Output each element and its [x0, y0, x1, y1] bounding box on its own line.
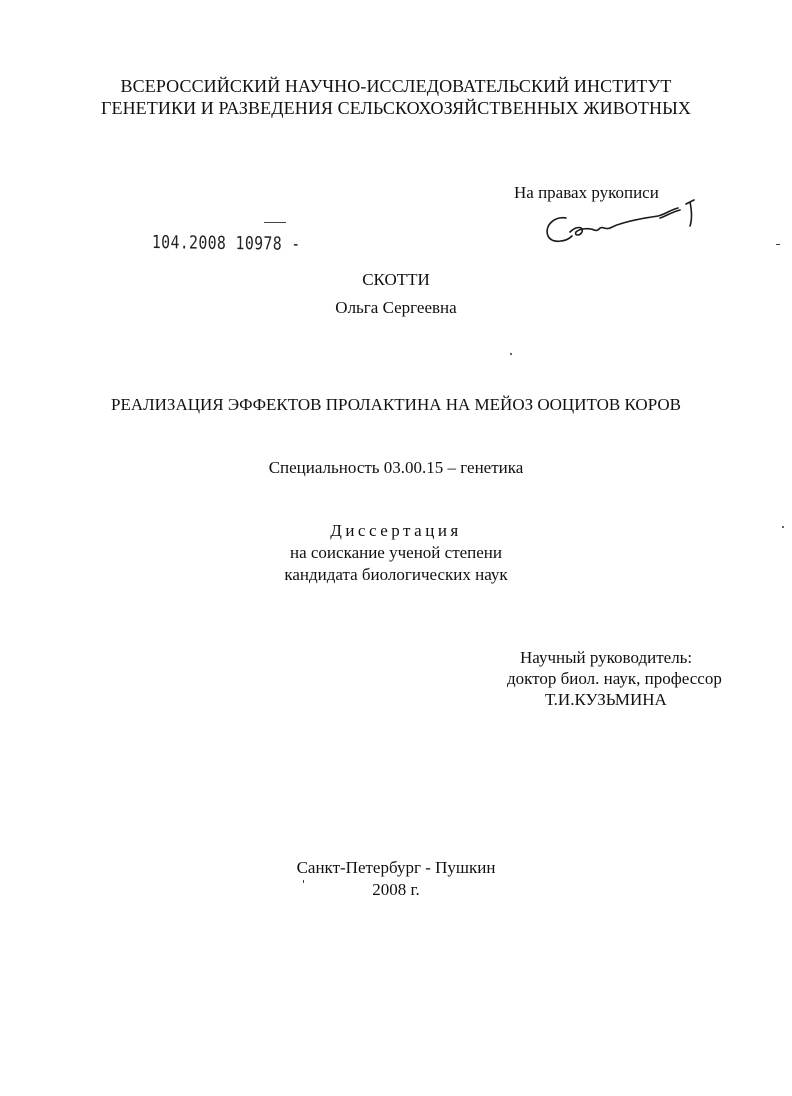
publication-year: 2008 г.: [372, 880, 420, 899]
supervisor-label: Научный руководитель:: [520, 648, 693, 667]
supervisor-name: Т.И.КУЗЬМИНА: [545, 690, 667, 709]
institute-name-line-2: ГЕНЕТИКИ И РАЗВЕДЕНИЯ СЕЛЬСКОХОЗЯЙСТВЕННЫХ ЖИВОТНЫХ: [100, 98, 691, 118]
dissertation-title: РЕАЛИЗАЦИЯ ЭФФЕКТОВ ПРОЛАКТИНА НА МЕЙОЗ ООЦИТОВ КОРОВ: [111, 395, 681, 414]
stamp-dash-mark: [264, 222, 286, 223]
publication-city: Санкт-Петербург - Пушкин: [296, 858, 496, 877]
manuscript-rights-note: На правах рукописи: [514, 183, 659, 202]
degree-line-1: на соискание ученой степени: [289, 543, 503, 562]
author-signature: [540, 196, 710, 252]
supervisor-degree: доктор биол. наук, профессор: [507, 669, 722, 688]
scan-speck: [782, 526, 784, 528]
institute-name-line-1: ВСЕРОССИЙСКИЙ НАУЧНО-ИССЛЕДОВАТЕЛЬСКИЙ ИНСТИТУТ: [120, 76, 672, 96]
degree-line-2: кандидата биологических наук: [284, 565, 508, 584]
dissertation-label: Диссертация: [330, 521, 462, 540]
scan-speck: [776, 244, 780, 245]
library-stamp-number: 104.2008 10978 -: [151, 232, 301, 255]
scan-speck: [303, 880, 304, 883]
specialty: Специальность 03.00.15 – генетика: [268, 458, 524, 477]
scan-speck: [510, 353, 512, 355]
author-surname: СКОТТИ: [362, 270, 430, 289]
author-given-names: Ольга Сергеевна: [335, 298, 457, 317]
